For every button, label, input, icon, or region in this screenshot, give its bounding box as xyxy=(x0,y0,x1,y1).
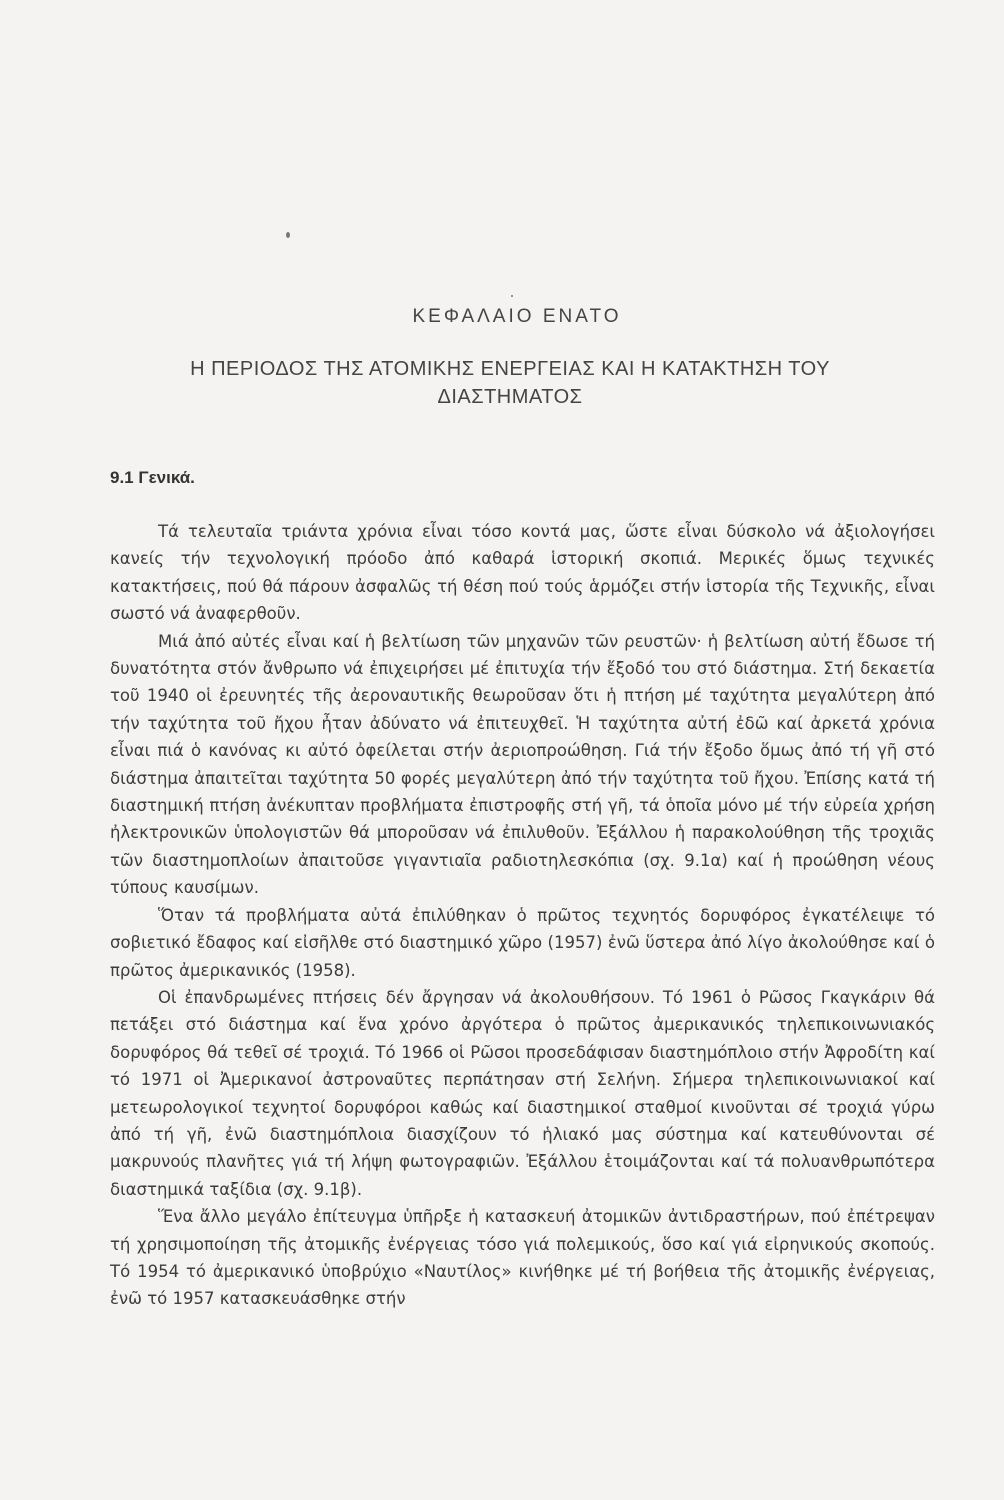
paragraph: Ὅταν τά προβλήματα αὐτά ἐπιλύθηκαν ὁ πρῶτος τεχνητός δορυφόρος ἐγκατέλειψε τό σοβιετικό ἔδαφος καί εἰσῆλθε στό διαστημικό χῶρο (1957) ἐνῶ ὕστερα ἀπό λίγο ἀκολούθησε καί ὁ πρῶτος ἀμερικανικός (1958). xyxy=(110,905,935,980)
paragraph: Μιά ἀπό αὐτές εἶναι καί ἡ βελτίωση τῶν μηχανῶν τῶν ρευστῶν· ἡ βελτίωση αὐτή ἔδωσε τή δυνατότητα στόν ἄνθρωπο νά ἐπιχειρήσει μέ ἐπιτυχία τήν ἔξοδό του στό διάστημα. Στή δεκαετία τοῦ 1940 οἱ ἐρευνητές τῆς ἀεροναυτικῆς θεωροῦσαν ὅτι ἡ πτήση μέ ταχύτητα μεγαλύτερη ἀπό τήν ταχύτητα τοῦ ἤχου ἦταν ἀδύνατο νά ἐπιτευχθεῖ. Ἡ ταχύτητα αὐτή ἐδῶ καί ἀρκετά χρόνια εἶναι πιά ὁ κανόνας κι αὐτό ὀφείλεται στήν ἀεριοπροώθηση. Γιά τήν ἔξοδο ὅμως ἀπό τή γῆ στό διάστημα ἀπαιτεῖται ταχύτητα 50 φορές μεγαλύτερη ἀπό τήν ταχύτητα τοῦ ἤχου. Ἐπίσης κατά τή διαστημική πτήση ἀνέκυπταν προβλήματα ἐπιστροφῆς στή γῆ, τά ὁποῖα μόνο μέ τήν εὐρεία χρήση ἠλεκτρονικῶν ὑπολογιστῶν θά μποροῦσαν νά ἐπιλυθοῦν. Ἐξάλλου ἡ παρακολούθηση τῆς τροχιᾶς τῶν διαστημοπλοίων ἀπαιτοῦσε γιγαντιαῖα ραδιοτηλεσκόπια (σχ. 9.1α) καί ἡ προώθηση νέους τύπους καυσίμων. xyxy=(110,631,935,898)
section-heading: 9.1 Γενικά. xyxy=(110,468,195,487)
paragraph: Ἕνα ἄλλο μεγάλο ἐπίτευγμα ὑπῆρξε ἡ κατασκευή ἀτομικῶν ἀντιδραστήρων, πού ἐπέτρεψαν τή χρησιμοποίηση τῆς ἀτομικῆς ἐνέργειας τόσο γιά πολεμικούς, ὅσο καί γιά εἰρηνικούς σκοπούς. Τό 1954 τό ἀμερικανικό ὑποβρύχιο «Ναυτίλος» κινήθηκε μέ τή βοήθεια τῆς ἀτομικῆς ἐνέργειας, ἐνῶ τό 1957 κατασκευάσθηκε στήν xyxy=(110,1207,935,1309)
scan-speck xyxy=(511,295,513,297)
paragraph: Οἱ ἐπανδρωμένες πτήσεις δέν ἄργησαν νά ἀκολουθήσουν. Τό 1961 ὁ Ρῶσος Γκαγκάριν θά πετάξει στό διάστημα καί ἕνα χρόνο ἀργότερα ὁ πρῶτος ἀμερικανικός τηλεπικοινωνιακός δορυφόρος θά τεθεῖ σέ τροχιά. Τό 1966 οἱ Ρῶσοι προσεδάφισαν διαστημόπλοιο στήν Ἀφροδίτη καί τό 1971 οἱ Ἀμερικανοί ἀστροναῦτες περπάτησαν στή Σελήνη. Σήμερα τηλεπικοινωνιακοί καί μετεωρολογικοί τεχνητοί δορυφόροι καθώς καί διαστημικοί σταθμοί κινοῦνται σέ τροχιά γύρω ἀπό τή γῆ, ἐνῶ διαστημόπλοια διασχίζουν τό ἡλιακό μας σύστημα καί κατευθύνονται σέ μακρυνούς πλανῆτες γιά τή λήψη φωτογραφιῶν. Ἐξάλλου ἑτοιμάζονται καί τά πολυανθρωπότερα διαστημικά ταξίδια (σχ. 9.1β). xyxy=(110,987,935,1199)
chapter-label: ΚΕΦΑΛΑΙΟ ΕΝΑΤΟ xyxy=(412,306,622,327)
scan-speck xyxy=(286,232,290,238)
paragraph: Τά τελευταῖα τριάντα χρόνια εἶναι τόσο κοντά μας, ὥστε εἶναι δύσκολο νά ἀξιολογήσει κανείς τήν τεχνολογική πρόοδο ἀπό καθαρά ἱστορική σκοπιά. Μερικές ὅμως τεχνικές κατακτήσεις, πού θά πάρουν ἀσφαλῶς τή θέση πού τούς ἁρμόζει στήν ἱστορία τῆς Τεχνικῆς, εἶναι σωστό νά ἀναφερθοῦν. xyxy=(110,522,935,624)
body-text xyxy=(110,518,935,1313)
chapter-title: Η ΠΕΡΙΟΔΟΣ ΤΗΣ ΑΤΟΜΙΚΗΣ ΕΝΕΡΓΕΙΑΣ ΚΑΙ Η ΚΑΤΑΚΤΗΣΗ ΤΟΥ ΔΙΑΣΤΗΜΑΤΟΣ xyxy=(190,358,830,408)
